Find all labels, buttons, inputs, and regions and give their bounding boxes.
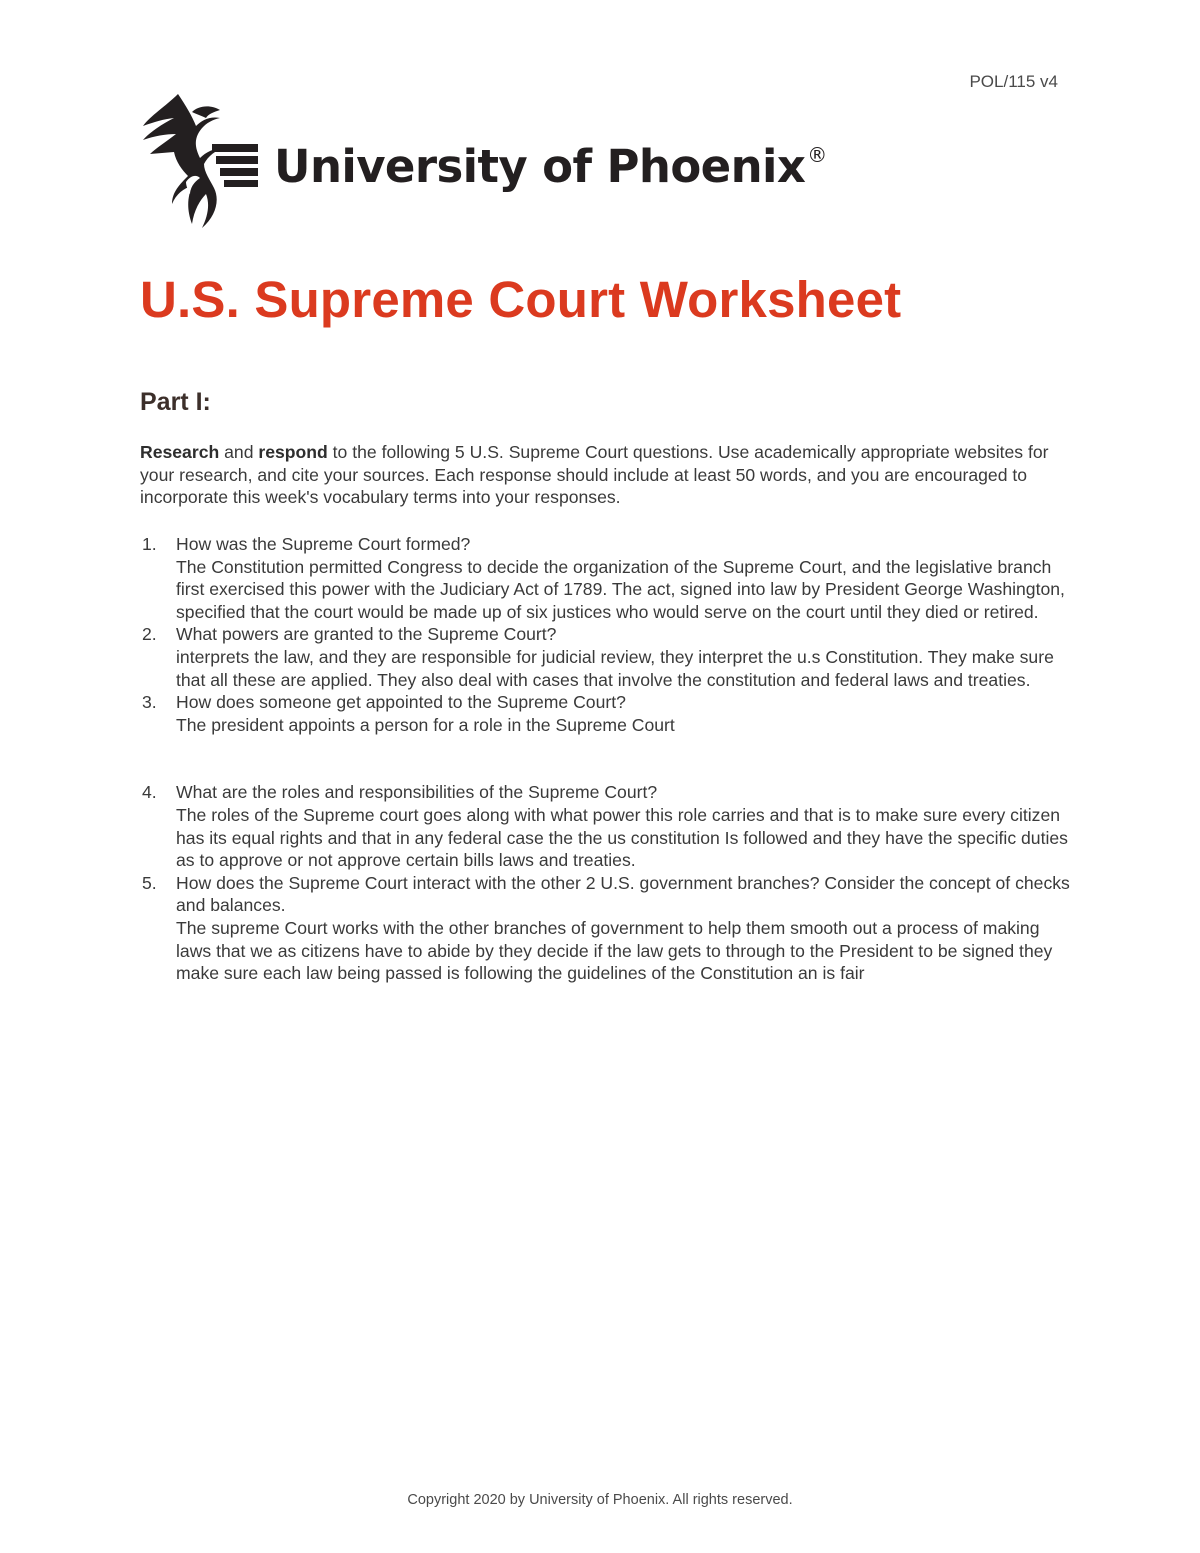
part-heading: Part I: [140, 388, 211, 416]
question-item [140, 533, 1070, 623]
instruction-keyword-research: Research [140, 442, 220, 462]
copyright-footer: Copyright 2020 by University of Phoenix. All rights reserved. [407, 1492, 793, 1508]
blank-space [176, 736, 1070, 781]
answer-text: The roles of the Supreme court goes along with what power this role carries and that is to make sure every citizen has its equal rights and that in any federal case the the us constitution Is followed and they have the specific duties as to approve or not approve certain bills laws and treaties. [176, 804, 1068, 871]
question-item [140, 781, 1070, 871]
answer-text: The supreme Court works with the other branches of government to help them smooth out a process of making laws that we as citizens have to abide by they decide if the law gets to through to the President to be signed they make sure each law being passed is following the guidelines of the Constitution an is fair [176, 917, 1053, 984]
question-number: 4. [142, 782, 157, 803]
question-number: 3. [142, 692, 157, 713]
question-item [140, 691, 1070, 781]
phoenix-bird-icon [140, 92, 260, 232]
question-text: How was the Supreme Court formed? [176, 534, 471, 554]
registered-mark: ® [807, 142, 827, 167]
answer-text: The president appoints a person for a role in the Supreme Court [176, 714, 675, 735]
university-name: University of Phoenix ® [274, 139, 827, 193]
question-list [140, 533, 1070, 985]
question-item [140, 623, 1070, 691]
question-text: How does someone get appointed to the Supreme Court? [176, 692, 626, 713]
question-number: 2. [142, 624, 157, 645]
answer-text: interprets the law, and they are responsible for judicial review, they interpret the u.s Constitution. They make sure that all these are applied. They also deal with cases that involve the constitution and federal laws and treaties. [176, 646, 1054, 690]
question-text: How does the Supreme Court interact with the other 2 U.S. government branches? Consider the concept of checks and balances. [176, 872, 1070, 916]
university-logo [140, 92, 827, 232]
question-text: What powers are granted to the Supreme Court? [176, 624, 557, 645]
question-number: 1. [142, 534, 157, 554]
question-text: What are the roles and responsibilities of the Supreme Court? [176, 782, 658, 803]
page-title: U.S. Supreme Court Worksheet [140, 271, 902, 328]
course-code: POL/115 v4 [969, 72, 1058, 91]
instruction-keyword-respond: respond [258, 442, 328, 462]
question-number: 5. [142, 872, 157, 893]
instructions: Research and respond to the following 5 U.S. Supreme Court questions. Use academically appropriate websites for your research, and cite your sources. Each response should include at least 50 words, and you are encouraged to incorporate this week's vocabulary terms into your responses. [140, 442, 1049, 508]
question-item [140, 872, 1070, 985]
answer-text: The Constitution permitted Congress to decide the organization of the Supreme Court, and the legislative branch first exercised this power with the Judiciary Act of 1789. The act, signed into law by President George Washington, specified that the court would be made up of six justices who would serve on the court until they died or retired. [176, 556, 1065, 622]
